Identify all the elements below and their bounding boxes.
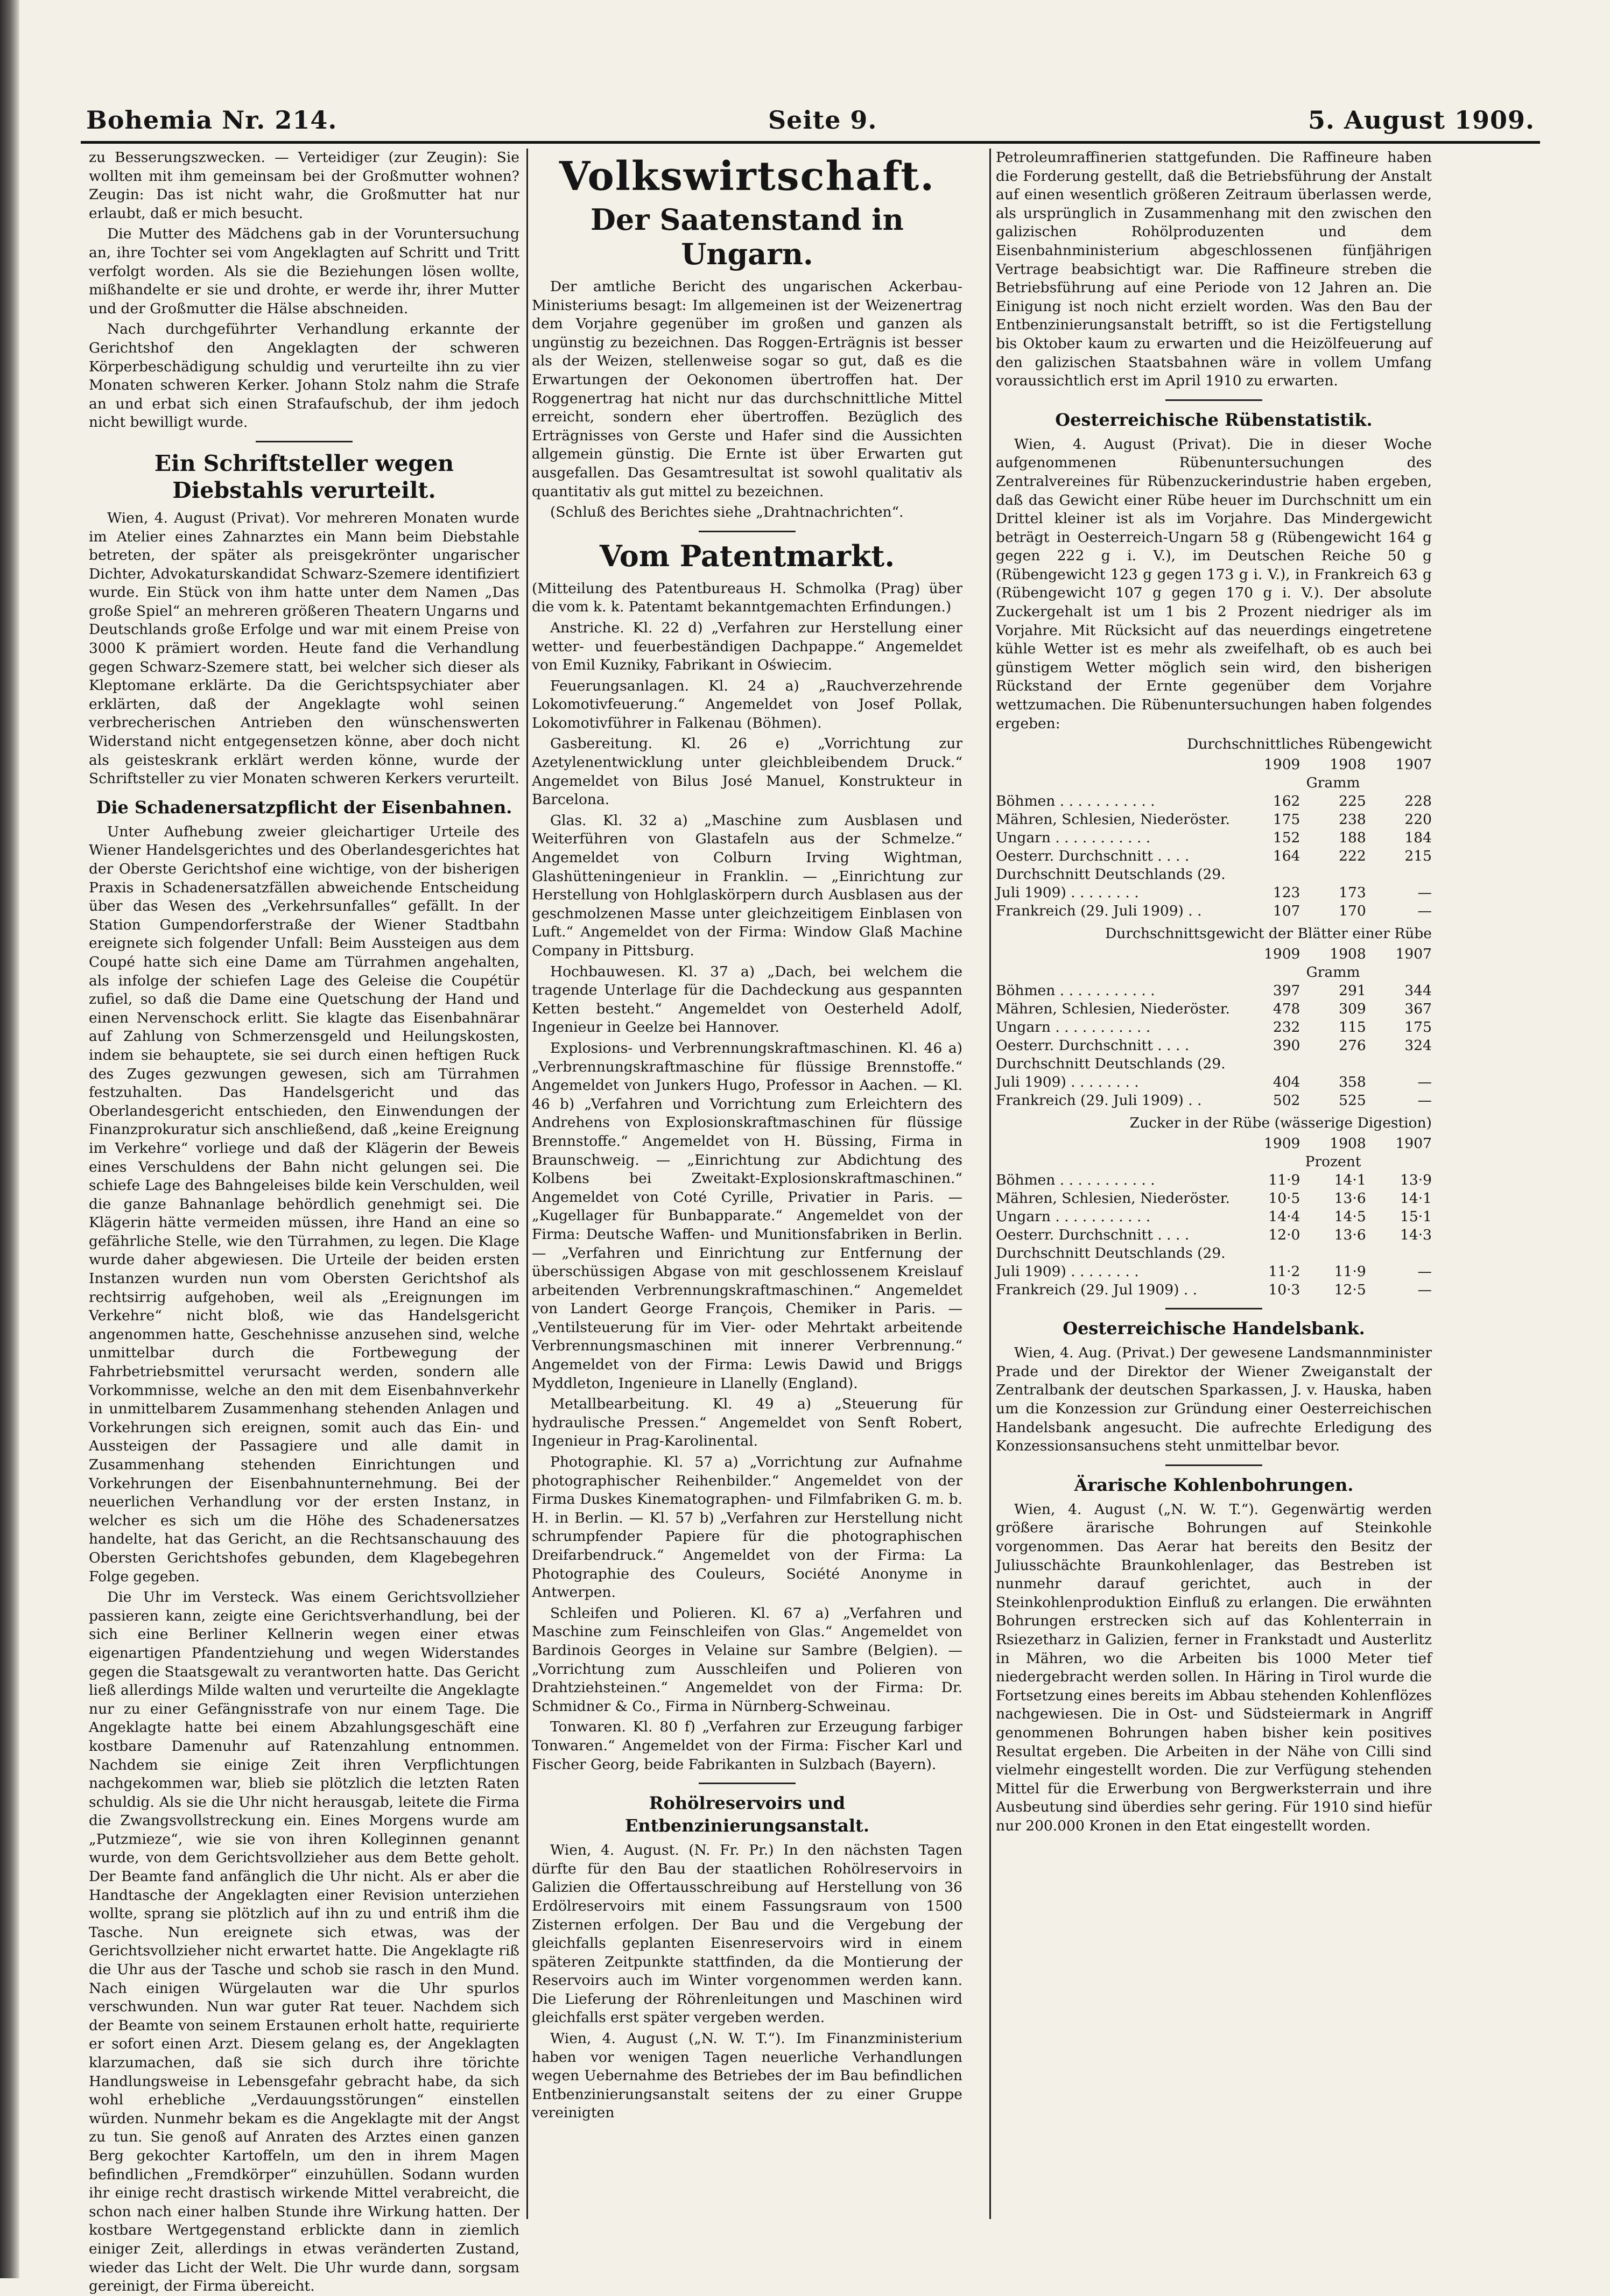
paragraph: Gasbereitung. Kl. 26 e) „Vorrichtung zur Azetylenentwicklung unter gleichbleibendem Druck.“ Angemeldet von Bilus José Manuel, Konstrukteur in Barcelona. xyxy=(532,735,962,808)
table-header-row xyxy=(996,945,1432,963)
separator xyxy=(1165,1464,1262,1466)
year-header: 1909 xyxy=(1263,756,1300,773)
paragraph: zu Besserungszwecken. — Verteidiger (zur Zeugin): Sie wollten mit ihm gemeinsam bei der Großmutter wohnen? Zeugin: Das ist nicht wahr, die Großmutter hat nur erlaubt, daß er mich besucht. xyxy=(89,149,519,222)
year-header: 1909 xyxy=(1263,946,1300,963)
table-header-row xyxy=(996,756,1432,774)
paragraph: Photographie. Kl. 57 a) „Vorrichtung zur Aufnahme photographischer Reihenbilder.“ Angemeldet von der Firma Duskes Kinematographen- und Filmfabriken G. m. b. H. in Berlin. — Kl. 57 b) „Verfahren zur Herstellung nicht schrumpfender Papiere für die photographischen Dreifarbendruck.“ Angemeldet von der Firma: La Photographie des Couleurs, Société Anonyme in Antwerpen. xyxy=(532,1454,962,1601)
paragraph: (Schluß des Berichtes siehe „Drahtnachrichten“. xyxy=(550,504,904,521)
table-caption: Durchschnittsgewicht der Blätter einer Rübe xyxy=(1105,925,1432,942)
table-row: Frankreich (29. Jul 1909) . . 10·3 12·5 — xyxy=(996,1281,1432,1299)
headline-schadenersatz: Die Schadenersatzpflicht der Eisenbahnen. xyxy=(96,797,512,818)
table-row: Ungarn . . . . . . . . . . . 14·4 14·5 15·1 xyxy=(996,1208,1432,1226)
paragraph: Explosions- und Verbrennungskraftmaschinen. Kl. 46 a) „Verbrennungskraftmaschine für flüssige Brennstoffe.“ Angemeldet von Junkers Hugo, Professor in Aachen. — Kl. 46 b) „Verfahren und Vorrichtung zum Erleichtern des Andrehens von Explosionskraftmaschinen für flüssige Brennstoffe.“ Angemeldet von H. Büssing, Firma in Braunschweig. — „Einrichtung zur Abdichtung des Kolbens bei Zweitakt-Explosionskraftmaschinen.“ Angemeldet von Coté Cyrille, Privatier in Paris. — „Kugellager für Bunbapparate.“ Angemeldet von der Firma: Deutsche Waffen- und Munitionsfabriken in Berlin. — „Verfahren und Einrichtung zur Entfernung der überschüssigen Abgase von mit geschlossenem Kreislauf arbeitenden Verbrennungskraftmaschinen.“ Angemeldet von Landert George François, Chemiker in Paris. — „Ventilsteuerung für im Vier- oder Mehrtakt arbeitende Verbrennungsmaschinen mit innerer Verbrennung.“ Angemeldet von der Firma: Lewis Dawid und Briggs Myddleton, Ingenieure in Llanelly (England). xyxy=(532,1039,962,1392)
unit-label: Gramm xyxy=(1306,774,1360,792)
year-header: 1909 xyxy=(1263,1135,1300,1152)
year-header: 1908 xyxy=(1330,1135,1366,1152)
header-issue: Bohemia Nr. 214. xyxy=(86,105,338,135)
table-row: Böhmen . . . . . . . . . . . 11·9 14·1 13·9 xyxy=(996,1172,1432,1189)
column-rule-2 xyxy=(989,149,991,2219)
stats-table-2 xyxy=(996,925,1432,1110)
paragraph: Wien, 4. August. (N. Fr. Pr.) In den nächsten Tagen dürfte für den Bau der staatlichen Rohölreservoirs in Galizien die Offertausschreibung auf Herstellung von 36 Erdölreservoirs mit einem Fassungsraum von 1500 Zisternen erfolgen. Der Bau und die Vergebung der gleichfalls geplanten Eisenreservoirs wird in einem späteren Zeitpunkte stattfinden, da die Montierung der Reservoirs auch im Winter vorgenommen werden kann. Die Lieferung der Röhrenleitungen und Maschinen wird gleichfalls erst später vergeben werden. xyxy=(532,1842,962,2026)
table-row: Oesterr. Durchschnitt . . . . 390 276 324 xyxy=(996,1037,1432,1054)
table-row: Frankreich (29. Juli 1909) . . 107 170 — xyxy=(996,903,1432,920)
separator xyxy=(699,531,796,532)
paragraph: Nach durchgeführter Verhandlung erkannte der Gerichtshof den Angeklagten der schweren Körperbeschädigung schuldig und verurteilte ihn zu vier Monaten schweren Kerker. Johann Stolz nahm die Strafe an und erbat sich einen Strafaufschub, der ihm jedoch nicht bewilligt wurde. xyxy=(89,321,519,431)
header-date: 5. August 1909. xyxy=(1308,105,1535,135)
stats-table-3 xyxy=(996,1114,1432,1299)
table-header-row xyxy=(996,1135,1432,1153)
table-row: Böhmen . . . . . . . . . . . 397 291 344 xyxy=(996,982,1432,999)
paragraph: Wien, 4. August („N. W. T.“). Im Finanzministerium haben vor wenigen Tagen neuerliche Verhandlungen wegen Uebernahme des Betriebes der im Bau befindlichen Entbenzinierungsanstalt seitens der zu einer Gruppe vereinigten xyxy=(532,2030,962,2122)
paragraph: Wien, 4. Aug. (Privat.) Der gewesene Landsmannminister Prade und der Direktor der Wiener Zweiganstalt der Zentralbank der deutschen Sparkassen, J. v. Hauska, haben um die Konzession zur Gründung einer Oesterreichischen Handelsbank angesucht. Die aufrechte Erledigung des Konzessionsansuchens steht unmittelbar bevor. xyxy=(996,1344,1432,1455)
headline-ruebenstatistik: Oesterreichische Rübenstatistik. xyxy=(1055,409,1373,430)
paragraph: Hochbauwesen. Kl. 37 a) „Dach, bei welchem die tragende Unterlage für die Dachdeckung aus gespannten Ketten besteht.“ Angemeldet von Oesterheld Adolf, Ingenieur in Geelze bei Hannover. xyxy=(532,963,962,1036)
table-row: Durchschnitt Deutschlands (29. xyxy=(996,866,1226,883)
year-header: 1907 xyxy=(1395,756,1432,773)
headline-patentmarkt: Vom Patentmarkt. xyxy=(599,538,895,573)
year-header: 1908 xyxy=(1330,756,1366,773)
paragraph: Die Mutter des Mädchens gab in der Voruntersuchung an, ihre Tochter sei vom Angeklagten auf Schritt und Tritt verfolgt worden. Als sie die Beziehungen lösen wollte, mißhandelte er sie und drohte, er werde ihr, ihrer Mutter und der Großmutter die Hälse abschneiden. xyxy=(89,226,519,317)
table-row: Durchschnitt Deutschlands (29. xyxy=(996,1245,1226,1262)
column-3 xyxy=(996,149,1432,2208)
table-row: Mähren, Schlesien, Niederöster. 175 238 220 xyxy=(996,811,1432,828)
separator xyxy=(1165,1308,1262,1309)
paragraph: Tonwaren. Kl. 80 f) „Verfahren zur Erzeugung farbiger Tonwaren.“ Angemeldet von der Firma: Fischer Karl und Fischer Georg, beide Fabrikanten in Sulzbach (Bayern). xyxy=(532,1719,962,1773)
header-page: Seite 9. xyxy=(768,105,877,135)
separator xyxy=(1165,399,1262,401)
stats-table-1 xyxy=(996,735,1432,920)
separator xyxy=(256,441,353,442)
paragraph: Wien, 4. August (Privat). Vor mehreren Monaten wurde im Atelier eines Zahnarztes ein Mann beim Diebstahle betreten, der später als preisgekrönter ungarischer Dichter, Advokaturskandidat Schwarz-Szemere identifiziert wurde. Ein Stück von ihm hatte unter dem Namen „Das große Spiel“ an mehreren größeren Theatern Ungarns und Deutschlands große Erfolge und war mit einem Preise von 3000 K prämiert worden. Heute fand die Verhandlung gegen Schwarz-Szemere statt, bei welcher sich dieser als Kleptomane erklärte. Da die Gerichtspsychiater aber erklärten, daß der Angeklagte wohl seinen verbrecherischen Antrieben den wünschenswerten Widerstand nicht entgegensetzen könne, aber doch nicht als geisteskrank erklärt werden könne, wurde der Schriftsteller zu vier Monaten schweren Kerkers verurteilt. xyxy=(89,509,519,787)
table-caption: Zucker in der Rübe (wässerige Digestion) xyxy=(1129,1115,1432,1132)
page-header xyxy=(86,101,1535,139)
table-row: Ungarn . . . . . . . . . . . 152 188 184 xyxy=(996,829,1432,847)
table-row: Juli 1909) . . . . . . . . 11·2 11·9 — xyxy=(996,1263,1432,1280)
paragraph: Wien, 4. August (Privat). Die in dieser Woche aufgenommenen Rübenuntersuchungen des Zentralvereines für Rübenzuckerindustrie haben ergeben, daß das Gewicht einer Rübe heuer im Durchschnitt um ein Drittel kleiner ist als im Vorjahre. Das Mindergewicht beträgt in Oesterreich-Ungarn 58 g (Rübengewicht 164 g gegen 222 g i. V.), im Deutschen Reiche 50 g (Rübengewicht 123 g gegen 173 g i. V.), in Frankreich 63 g (Rübengewicht 107 g gegen 170 g i. V.). Der absolute Zuckergehalt ist um 1 bis 2 Prozent niedriger als im Vorjahre. Mit Rücksicht auf das neuerdings eingetretene kühle Wetter ist es mehr als zweifelhaft, ob es auch bei günstigem Wetter möglich sein wird, den bisherigen Rückstand der Ernte gegenüber dem Vorjahre wettzumachen. Die Rübenuntersuchungen haben folgendes ergeben: xyxy=(996,435,1432,732)
table-row: Mähren, Schlesien, Niederöster. 10·5 13·6 14·1 xyxy=(996,1190,1432,1207)
column-2 xyxy=(532,149,962,2208)
column-1 xyxy=(89,149,519,2295)
headline-schriftsteller: Ein Schriftsteller wegen Diebstahls verurteilt. xyxy=(154,450,454,503)
header-rule xyxy=(81,141,1540,144)
paragraph: Wien, 4. August („N. W. T.“). Gegenwärtig werden größere ärarische Bohrungen auf Steinkohle vorgenommen. Das Aerar hat bereits den Besitz der Juliusschächte Braunkohlenlager, das Bestreben ist nunmehr darauf gerichtet, auch in der Steinkohlenproduktion Einfluß zu erlangen. Die erwähnten Bohrungen erstrecken sich auf das Kohlenterrain in Rsiezetharz in Galizien, ferner in Frankstadt und Austerlitz in Mähren, wo die Arbeiten bis 1000 Meter tief niedergebracht werden sollen. In Häring in Tirol wurde die Fortsetzung eines bereits im Abbau stehenden Kohlenflözes nachgewiesen. Die in Ost- und Südsteiermark in Angriff genommenen Bohrungen haben bisher kein positives Resultat ergeben. Die Arbeiten in der Nähe von Cilli sind vielmehr eingestellt worden. Die zur Verfügung stehenden Mittel für die Erwerbung von Bergwerksterrain und ihre Ausbeutung sind überdies sehr gering. Für 1910 sind hiefür nur 200.000 Kronen in den Etat eingestellt worden. xyxy=(996,1501,1432,1834)
paragraph: (Mitteilung des Patentbureaus H. Schmolka (Prag) über die vom k. k. Patentamt bekanntgemachten Erfindungen.) xyxy=(532,580,962,616)
table-row: Frankreich (29. Juli 1909) . . 502 525 — xyxy=(996,1092,1432,1109)
paragraph: Unter Aufhebung zweier gleichartiger Urteile des Wiener Handelsgerichtes und des Oberlandesgerichtes hat der Oberste Gerichtshof eine wichtige, von der bisherigen Praxis in Schadenersatzfällen abweichende Entscheidung über das Wesen des „Verkehrsunfalles“ gefällt. In der Station Gumpendorferstraße der Wiener Stadtbahn ereignete sich folgender Unfall: Beim Aussteigen aus dem Coupé hatte sich eine Dame am Türrahmen angehalten, als infolge der schiefen Lage des Geleise die Coupétür zufiel, so daß die Dame eine Quetschung der Hand und einen Nervenschock erlitt. Sie klagte das Eisenbahnärar auf Zahlung von Schmerzensgeld und Heilungskosten, indem sie behauptete, sie sei durch einen heftigen Ruck des Zuges gezwungen gewesen, sich am Türrahmen festzuhalten. Das Handelsgericht und das Oberlandesgericht entschieden, den Einwendungen der Finanzprokuratur sich anschließend, daß „keine Ereignung im Verkehre“ vorliege und daß der Klägerin der Beweis eines Verschuldens der Bahn nicht gelungen sei. Die schiefe Lage des Bahngeleises bilde kein Verschulden, weil die ganze Bahnanlage behördlich genehmigt sei. Die Klägerin hätte vermeiden müssen, ihre Hand an eine so gefährliche Stelle, wie den Türrahmen, zu legen. Die Klage wurde daher abgewiesen. Die Urteile der beiden ersten Instanzen wurden nun vom Obersten Gerichtshof als rechtsirrig aufgehoben, weil als „Ereignungen im Verkehre“ nicht bloß, wie das Handelsgericht angenommen hatte, Geschehnisse anzusehen sind, welche unmittelbar durch die Fortbewegung der Fahrbetriebsmittel verursacht werden, sondern alle Vorkommnisse, welche an den mit dem Eisenbahnverkehr in unmittelbarem Zusammenhang stehenden Anlagen und Vorkehrungen sich ereignen, somit auch das Ein- und Aussteigen der Passagiere und alle damit in Zusammenhang stehenden Einrichtungen und Vorkehrungen der Eisenbahnunternehmung. Bei der neuerlichen Verhandlung vor der ersten Instanz, in welcher es sich um die Höhe des Schadenersatzes handelte, hat das Gericht, an die Rechtsanschauung des Obersten Gerichtshofes gebunden, dem Klagebegehren Folge gegeben. xyxy=(89,823,519,1585)
headline-kohlenbohrungen: Ärarische Kohlenbohrungen. xyxy=(1074,1474,1354,1495)
paragraph: Schleifen und Polieren. Kl. 67 a) „Verfahren und Maschine zum Feinschleifen von Glas.“ Angemeldet von Bardinois Georges in Velaine sur Sambre (Belgien). — „Vorrichtung zum Ausschleifen und Polieren von Drahtziehsteinen.“ Angemeldet von der Firma: Dr. Schmidner & Co., Firma in Nürnberg-Schweinau. xyxy=(532,1604,962,1715)
paragraph: Feuerungsanlagen. Kl. 24 a) „Rauchverzehrende Lokomotivfeuerung.“ Angemeldet von Josef Pollak, Lokomotivführer in Falkenau (Böhmen). xyxy=(532,677,962,731)
table-row: Juli 1909) . . . . . . . . 404 358 — xyxy=(996,1074,1432,1091)
table-row: Böhmen . . . . . . . . . . . 162 225 228 xyxy=(996,793,1432,810)
separator xyxy=(699,1783,796,1784)
table-row: Oesterr. Durchschnitt . . . . 12·0 13·6 14·3 xyxy=(996,1227,1432,1244)
binding-edge xyxy=(0,0,19,2278)
table-row: Oesterr. Durchschnitt . . . . 164 222 215 xyxy=(996,848,1432,865)
table-row: Mähren, Schlesien, Niederöster. 478 309 367 xyxy=(996,1001,1432,1018)
paragraph: Petroleumraffinerien stattgefunden. Die Raffineure haben die Forderung gestellt, daß die Betriebsführung der Anstalt auf einen wesentlich größeren Zeitraum überlassen werde, als ursprünglich in Zusammenhang mit den zwischen den galizischen Rohölproduzenten und dem Eisenbahnministerium abgeschlossenen fünfjährigen Vertrage beabsichtigt war. Die Raffineure streben die Betriebsführung auf eine Periode von 12 Jahren an. Die Einigung ist noch nicht erzielt worden. Was den Bau der Entbenzinierungsanstalt betrifft, so ist die Fertigstellung bis Oktober kaum zu erwarten und die Heizölfeuerung auf den galizischen Staatsbahnen wäre in vollem Umfang voraussichtlich erst im April 1910 zu erwarten. xyxy=(996,149,1432,390)
table-caption: Durchschnittliches Rübengewicht xyxy=(1187,736,1432,753)
table-row: Ungarn . . . . . . . . . . . 232 115 175 xyxy=(996,1019,1432,1036)
headline-rohoelreservoirs: Rohölreservoirs und Entbenzinierungsanstalt. xyxy=(625,1793,869,1836)
section-title-volkswirtschaft: Volkswirtschaft. xyxy=(559,153,936,200)
paragraph: Glas. Kl. 32 a) „Maschine zum Ausblasen und Weiterführen von Glastafeln aus der Schmelze.“ Angemeldet von Colburn Irving Wightman, Glashütteningenieur in Franklin. — „Einrichtung zur Herstellung von Hohlglaskörpern durch Ausblasen aus der geschmolzenen Masse unter gleichzeitigem Einblasen von Luft.“ Angemeldet von der Firma: Window Glaß Machine Company in Pittsburg. xyxy=(532,812,962,959)
column-rule-1 xyxy=(526,149,528,2219)
headline-saatenstand: Der Saatenstand in Ungarn. xyxy=(590,202,904,271)
unit-label: Gramm xyxy=(1306,964,1360,981)
headline-handelsbank: Oesterreichische Handelsbank. xyxy=(1063,1318,1365,1339)
paragraph: Metallbearbeitung. Kl. 49 a) „Steuerung für hydraulische Pressen.“ Angemeldet von Senft Robert, Ingenieur in Prag-Karolinental. xyxy=(532,1396,962,1450)
table-row: Juli 1909) . . . . . . . . 123 173 — xyxy=(996,884,1432,902)
paragraph: Anstriche. Kl. 22 d) „Verfahren zur Herstellung einer wetter- und feuerbeständigen Dachpappe.“ Angemeldet von Emil Kuzniky, Fabrikant in Oświecim. xyxy=(532,619,962,674)
paragraph: Die Uhr im Versteck. Was einem Gerichtsvollzieher passieren kann, zeigte eine Gerichtsverhandlung, bei der sich eine Berliner Kellnerin wegen einer etwas eigenartigen Pfandentziehung und wegen Widerstandes gegen die Staatsgewalt zu verantworten hatte. Das Gericht ließ allerdings Milde walten und verurteilte die Angeklagte nur zu einer Gefängnisstrafe von nur einem Tage. Die Angeklagte hatte bei einem Abzahlungsgeschäft eine kostbare Damenuhr auf Ratenzahlung entnommen. Nachdem sie einige Zeit ihren Verpflichtungen nachgekommen war, blieb sie plötzlich die letzten Raten schuldig. Als sie die Uhr nicht herausgab, leitete die Firma die Zwangsvollstreckung ein. Eines Morgens wurde am „Putzmieze“, wie sie von ihren Kolleginnen genannt wurde, von dem Gerichtsvollzieher aus dem Bette geholt. Der Beamte fand anfänglich die Uhr nicht. Als er aber die Handtasche der Angeklagten einer Revision unterziehen wollte, sprang sie plötzlich auf ihn zu und entriß ihm die Tasche. Nun ereignete sich etwas, was der Gerichtsvollzieher nicht erwartet hatte. Die Angeklagte riß die Uhr aus der Tasche und schob sie rasch in den Mund. Nach einigen Würgelauten war die Uhr spurlos verschwunden. Nun war guter Rat teuer. Nachdem sich der Beamte von seinem Erstaunen erholt hatte, requirierte er sofort einen Arzt. Diesem gelang es, der Angeklagten klarzumachen, daß sie sich durch ihre törichte Handlungsweise in Lebensgefahr gebracht habe, da sich wohl erhebliche „Verdauungsstörungen“ einstellen würden. Nunmehr bekam es die Angeklagte mit der Angst zu tun. Sie genoß auf Anraten des Arztes einen ganzen Berg gekochter Kartoffeln, um den in ihrem Magen befindlichen „Fremdkörper“ einzuhüllen. Sodann wurden ihr einige recht drastisch wirkende Mittel verabreicht, die schon nach einer halben Stunde ihre Wirkung hatten. Der kostbare Wertgegenstand erblickte dann in ziemlich einiger Zeit, allerdings in etwas veränderten Zustand, wieder das Licht der Welt. Die Uhr wurde dann, sorgsam gereinigt, der Firma übereicht. xyxy=(89,1589,519,2295)
table-row: Durchschnitt Deutschlands (29. xyxy=(996,1055,1226,1073)
year-header: 1907 xyxy=(1395,1135,1432,1152)
paragraph: Der amtliche Bericht des ungarischen Ackerbau-Ministeriums besagt: Im allgemeinen ist der Weizenertrag dem Vorjahre gegenüber im großen und ganzen als ungünstig zu bezeichnen. Das Roggen-Erträgnis ist besser als der Weizen, stellenweise sogar so gut, daß es die Erwartungen der Oekonomen übertroffen hat. Der Roggenertrag hat nicht nur das durchschnittliche Mittel erreicht, sondern eher übertroffen. Bezüglich des Erträgnisses von Gerste und Hafer sind die Aussichten allgemein günstig. Die Ernte ist über Erwarten gut ausgefallen. Das Gesamtresultat ist sowohl qualitativ als quantitativ als gut mittel zu bezeichnen. xyxy=(532,278,962,500)
unit-label: Prozent xyxy=(1305,1153,1361,1171)
year-header: 1908 xyxy=(1330,946,1366,963)
year-header: 1907 xyxy=(1395,946,1432,963)
